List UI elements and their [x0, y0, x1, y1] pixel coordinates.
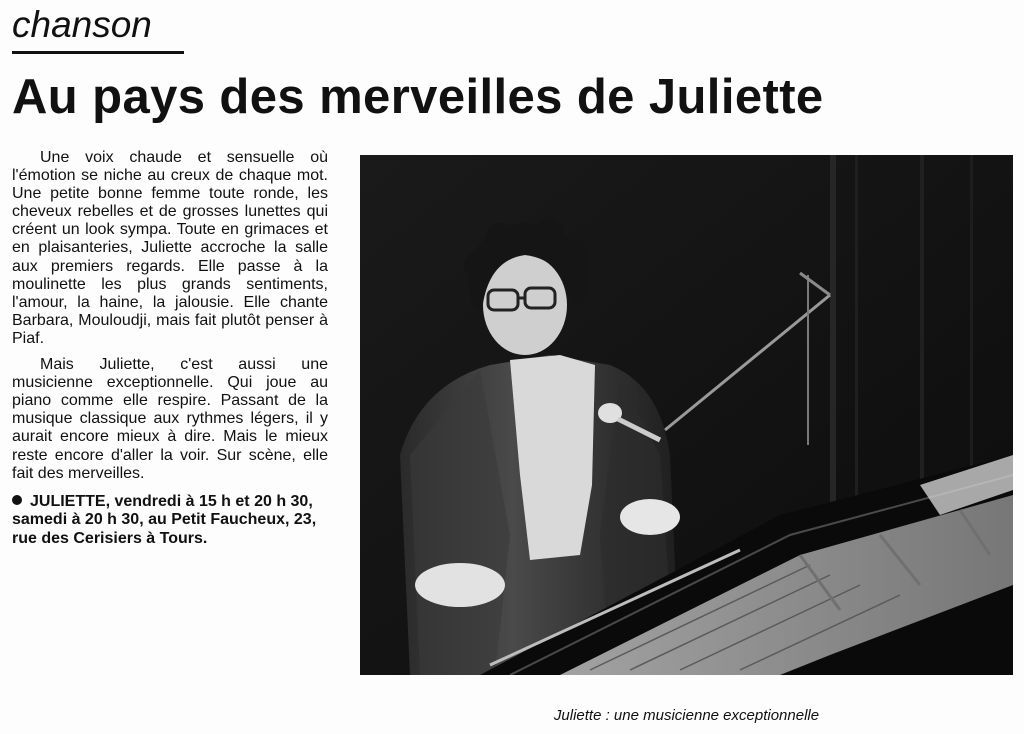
event-name: JULIETTE,: [30, 492, 111, 510]
section-label: chanson: [12, 4, 152, 45]
headline: Au pays des merveilles de Juliette: [12, 70, 824, 124]
photo-caption: Juliette : une musicienne exceptionnelle: [553, 707, 820, 724]
article-paragraph: Une voix chaude et sensuelle où l'émotion se niche au creux de chaque mot. Une petite bonne femme toute ronde, les cheveux rebelles et de grosses lunettes qui créent un look sympa. Toute en grimaces et en plaisanteries, Juliette accroche la salle aux premiers regards. Elle passe à la moulinette les plus grands sentiments, l'amour, la haine, la jalousie. Elle chante Barbara, Mouloudji, mais fait plutôt penser à Piaf.: [12, 149, 328, 347]
concert-photo: [360, 155, 1013, 675]
article-body: [12, 149, 328, 548]
bullet-icon: [12, 495, 22, 505]
photo-illustration: [360, 155, 1013, 675]
event-info: [12, 493, 328, 548]
section-underline: [12, 51, 184, 54]
event-details: vendredi à 15 h et 20 h 30, samedi à 20 h 30, au Petit Faucheux, 23, rue des Cerisiers à Tours.: [12, 492, 317, 547]
article-paragraph: Mais Juliette, c'est aussi une musicienne exceptionnelle. Qui joue au piano comme elle respire. Passant de la musique classique aux rythmes légers, il y aurait encore mieux à dire. Mais le mieux reste encore d'aller la voir. Sur scène, elle fait des merveilles.: [12, 356, 328, 482]
